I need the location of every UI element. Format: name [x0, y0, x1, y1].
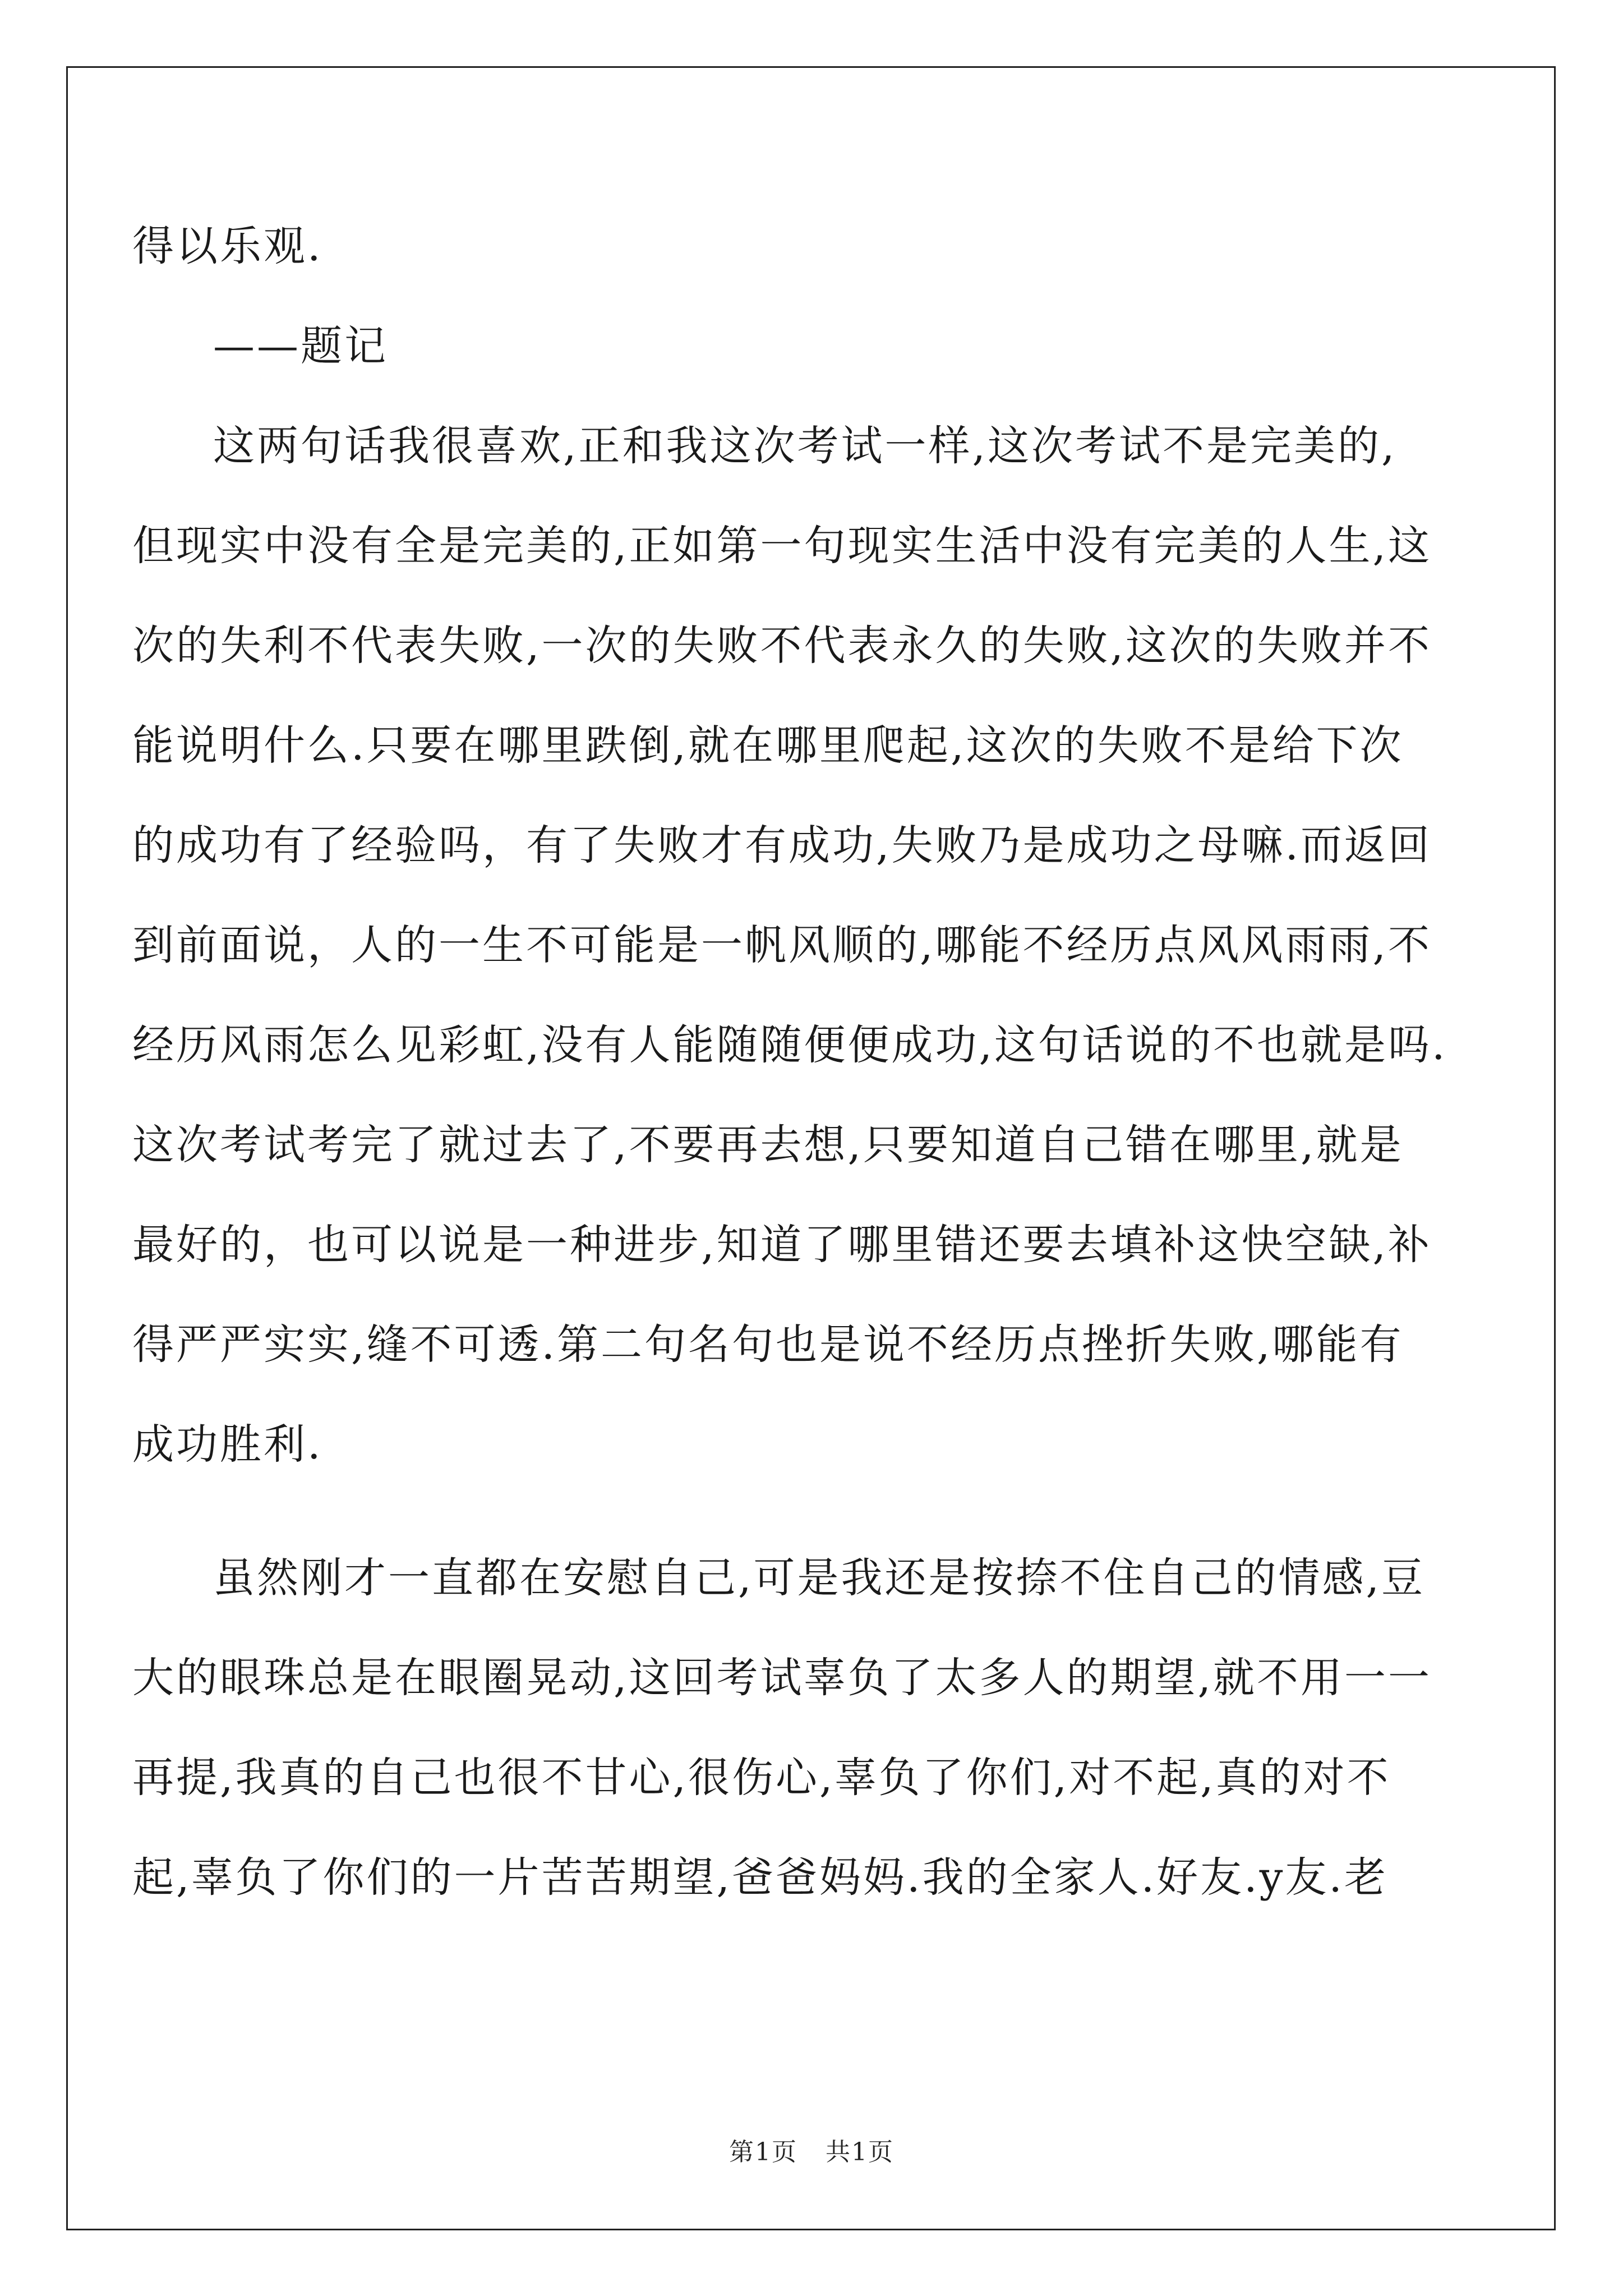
- text-line: 能说明什么.只要在哪里跌倒,就在哪里爬起,这次的失败不是给下次: [132, 721, 1404, 770]
- text-line: 起,辜负了你们的一片苦苦期望,爸爸妈妈.我的全家人.好友.y友.老: [132, 1853, 1388, 1902]
- page-number-total: 共1页: [826, 2138, 894, 2166]
- text-line: 经历风雨怎么见彩虹,没有人能随随便便成功,这句话说的不也就是吗.: [132, 1021, 1447, 1069]
- page-number-current: 第1页: [729, 2138, 797, 2166]
- text-line: 最好的，也可以说是一种进步,知道了哪里错还要去填补这快空缺,补: [132, 1221, 1432, 1269]
- paragraph-first-line: 虽然刚才一直都在安慰自己,可是我还是按捺不住自己的情感,豆: [213, 1554, 1426, 1602]
- text-line: 得以乐观.: [132, 222, 323, 270]
- page-footer: [0, 2132, 1623, 2168]
- text-line: 这次考试考完了就过去了,不要再去想,只要知道自己错在哪里,就是: [132, 1121, 1404, 1169]
- text-line: 次的失利不代表失败,一次的失败不代表永久的失败,这次的失败并不: [132, 622, 1432, 670]
- epigraph-attribution: ——题记: [213, 322, 388, 370]
- text-line: 到前面说，人的一生不可能是一帆风顺的,哪能不经历点风风雨雨,不: [132, 921, 1432, 969]
- text-line: 成功胜利.: [132, 1420, 323, 1469]
- text-line: 大的眼珠总是在眼圈晃动,这回考试辜负了太多人的期望,就不用一一: [132, 1654, 1432, 1702]
- text-line: 但现实中没有全是完美的,正如第一句现实生活中没有完美的人生,这: [132, 522, 1432, 570]
- text-line: 的成功有了经验吗，有了失败才有成功,失败乃是成功之母嘛.而返回: [132, 821, 1432, 869]
- text-line: 再提,我真的自己也很不甘心,很伤心,辜负了你们,对不起,真的对不: [132, 1754, 1391, 1802]
- paragraph-first-line: 这两句话我很喜欢,正和我这次考试一样,这次考试不是完美的,: [213, 422, 1397, 470]
- document-body: [132, 196, 1447, 1927]
- text-line: 得严严实实,缝不可透.第二句名句也是说不经历点挫折失败,哪能有: [132, 1320, 1404, 1369]
- paragraph-gap: [132, 1494, 1433, 1528]
